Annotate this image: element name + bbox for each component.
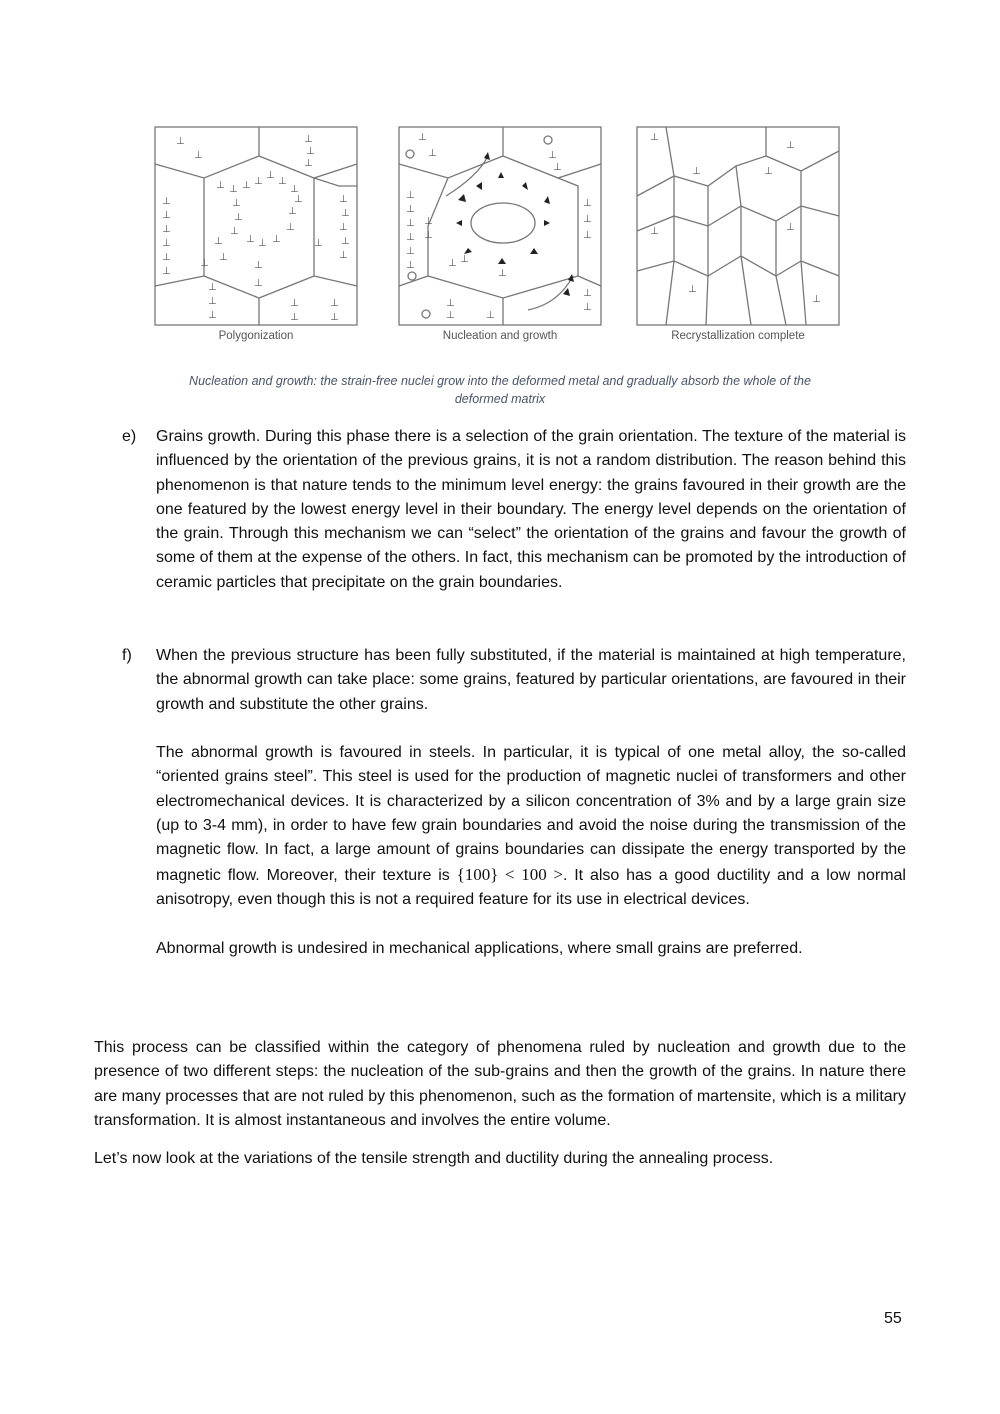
- svg-text:⊥: ⊥: [446, 310, 455, 321]
- svg-text:⊥: ⊥: [330, 298, 339, 309]
- svg-text:⊥: ⊥: [194, 150, 203, 161]
- svg-text:⊥: ⊥: [583, 214, 592, 225]
- svg-text:⊥: ⊥: [339, 194, 348, 205]
- svg-text:⊥: ⊥: [583, 230, 592, 241]
- svg-text:⊥: ⊥: [448, 258, 457, 269]
- svg-text:⊥: ⊥: [242, 180, 251, 191]
- recrystallization-figure: [150, 122, 850, 352]
- svg-text:⊥: ⊥: [306, 146, 315, 157]
- svg-text:⊥: ⊥: [266, 170, 275, 181]
- svg-text:⊥: ⊥: [162, 252, 171, 263]
- svg-text:⊥: ⊥: [339, 250, 348, 261]
- abnormal-growth-paragraph: When the previous structure has been fully substituted, if the material is maintained at high temperature, the abnormal growth can take place: some grains, featured by particular orientations, are favoured in their growth and substitute the other grains.: [156, 647, 906, 713]
- svg-text:⊥: ⊥: [786, 222, 795, 233]
- svg-text:⊥: ⊥: [304, 134, 313, 145]
- svg-text:⊥: ⊥: [290, 184, 299, 195]
- svg-text:⊥: ⊥: [254, 260, 263, 271]
- svg-text:⊥: ⊥: [650, 226, 659, 237]
- nucleation-label: Nucleation and growth: [442, 330, 558, 342]
- svg-text:⊥: ⊥: [229, 184, 238, 195]
- list-item-f-text: [156, 644, 906, 961]
- polygonization-label: Polygonization: [218, 330, 294, 342]
- svg-text:⊥: ⊥: [234, 212, 243, 223]
- svg-text:⊥: ⊥: [162, 224, 171, 235]
- svg-text:⊥: ⊥: [406, 232, 415, 243]
- svg-text:⊥: ⊥: [286, 222, 295, 233]
- svg-text:⊥: ⊥: [208, 296, 217, 307]
- list-item-e: [122, 425, 906, 595]
- svg-text:⊥: ⊥: [290, 312, 299, 323]
- svg-text:⊥: ⊥: [583, 302, 592, 313]
- tensile-strength-intro-paragraph: Let’s now look at the variations of the tensile strength and ductility during the annealing process.: [94, 1150, 774, 1167]
- abnormal-growth-undesired-paragraph: Abnormal growth is undesired in mechanical applications, where small grains are preferred.: [156, 939, 803, 957]
- nucleation-panel: [398, 126, 602, 326]
- svg-text:⊥: ⊥: [330, 312, 339, 323]
- svg-text:⊥: ⊥: [553, 162, 562, 173]
- list-item-e-text: [156, 425, 906, 595]
- svg-text:⊥: ⊥: [406, 218, 415, 229]
- svg-text:⊥: ⊥: [812, 294, 821, 305]
- svg-text:⊥: ⊥: [764, 166, 773, 177]
- svg-text:⊥: ⊥: [314, 238, 323, 249]
- svg-text:⊥: ⊥: [254, 278, 263, 289]
- steel-text-before: The abnormal growth is favoured in steels. In particular, it is typical of one metal alloy, the so-called “oriented grains steel”. This steel is used for the production of magnetic nuclei of transformers and other electromechanical devices. It is characterized by a silicon concentration of 3% and by a large grain size (up to 3-4 mm), in order to have few grain boundaries and avoid the noise during the transmission of the magnetic flow. In fact, a large amount of grains boundaries can dissipate the energy transported by the magnetic flow. Moreover, their texture is: [156, 744, 906, 884]
- figure-caption: [120, 372, 880, 408]
- svg-text:⊥: ⊥: [406, 260, 415, 271]
- svg-text:⊥: ⊥: [418, 132, 427, 143]
- svg-text:⊥: ⊥: [406, 204, 415, 215]
- svg-text:⊥: ⊥: [232, 198, 241, 209]
- svg-text:⊥: ⊥: [258, 238, 267, 249]
- svg-text:⊥: ⊥: [208, 310, 217, 321]
- svg-text:⊥: ⊥: [254, 176, 263, 187]
- polygonization-panel: [154, 126, 358, 326]
- svg-text:⊥: ⊥: [341, 236, 350, 247]
- svg-text:⊥: ⊥: [406, 246, 415, 257]
- svg-text:⊥: ⊥: [486, 310, 495, 321]
- figure-caption-line2: deformed matrix: [454, 392, 546, 406]
- svg-text:⊥: ⊥: [176, 136, 185, 147]
- svg-text:⊥: ⊥: [339, 222, 348, 233]
- svg-text:⊥: ⊥: [290, 298, 299, 309]
- svg-text:⊥: ⊥: [294, 194, 303, 205]
- svg-text:⊥: ⊥: [548, 150, 557, 161]
- svg-text:⊥: ⊥: [214, 236, 223, 247]
- svg-text:⊥: ⊥: [162, 238, 171, 249]
- texture-notation: {100} < 100 >: [456, 864, 563, 884]
- svg-text:⊥: ⊥: [219, 252, 228, 263]
- svg-text:⊥: ⊥: [162, 266, 171, 277]
- svg-text:⊥: ⊥: [304, 158, 313, 169]
- recrystallization-diagram: [636, 126, 840, 326]
- svg-text:⊥: ⊥: [583, 288, 592, 299]
- svg-text:⊥: ⊥: [446, 298, 455, 309]
- svg-text:⊥: ⊥: [216, 180, 225, 191]
- svg-text:⊥: ⊥: [246, 234, 255, 245]
- svg-text:⊥: ⊥: [428, 148, 437, 159]
- figure-caption-line1: Nucleation and growth: the strain-free nuclei grow into the deformed metal and gradually absorb the whole of the: [189, 374, 811, 388]
- polygonization-diagram: [154, 126, 358, 326]
- svg-text:⊥: ⊥: [692, 166, 701, 177]
- svg-text:⊥: ⊥: [341, 208, 350, 219]
- svg-text:⊥: ⊥: [786, 140, 795, 151]
- svg-text:⊥: ⊥: [498, 268, 507, 279]
- nucleation-classification-paragraph: This process can be classified within the category of phenomena ruled by nucleation and growth due to the presence of two different steps: the nucleation of the sub-grains and then the growth of the grains. In nature there are many processes that are not ruled by this phenomenon, such as the formation of martensite, which is a military transformation. It is almost instantaneous and involves the entire volume.: [94, 1039, 906, 1129]
- steel-text-after: . It also has a good ductility and a low normal anisotropy, even though this is not a required feature for its use in electrical devices.: [156, 866, 906, 908]
- nucleation-diagram: [398, 126, 602, 326]
- svg-text:⊥: ⊥: [162, 196, 171, 207]
- svg-text:⊥: ⊥: [278, 176, 287, 187]
- list-item-f: [122, 644, 906, 961]
- svg-text:⊥: ⊥: [424, 216, 433, 227]
- svg-text:⊥: ⊥: [424, 230, 433, 241]
- list-marker-f: f): [122, 647, 132, 664]
- svg-text:⊥: ⊥: [688, 284, 697, 295]
- svg-text:⊥: ⊥: [288, 206, 297, 217]
- recrystallization-panel: [636, 126, 840, 326]
- grains-growth-paragraph: Grains growth. During this phase there is a selection of the grain orientation. The texture of the material is influenced by the orientation of the previous grains, it is not a random distribution. The reason behind this phenomenon is that nature tends to the minimum level energy: the grains favoured in their growth are the one featured by the lowest energy level in their boundary. The energy level depends on the orientation of the grain. Through this mechanism we can “select” the orientation of the grains and favour the growth of some of them at the expense of the others. In fact, this mechanism can be promoted by the introduction of ceramic particles that precipitate on the grain boundaries.: [156, 428, 906, 591]
- svg-text:⊥: ⊥: [272, 234, 281, 245]
- svg-text:⊥: ⊥: [162, 210, 171, 221]
- list-marker-e: e): [122, 428, 137, 445]
- recrystallization-label: Recrystallization complete: [671, 330, 805, 342]
- oriented-grains-steel-paragraph: [156, 741, 906, 912]
- svg-text:⊥: ⊥: [460, 254, 469, 265]
- svg-text:⊥: ⊥: [583, 198, 592, 209]
- svg-text:⊥: ⊥: [208, 282, 217, 293]
- svg-text:⊥: ⊥: [200, 258, 209, 269]
- svg-text:⊥: ⊥: [650, 132, 659, 143]
- page-number: 55: [884, 1310, 902, 1327]
- svg-text:⊥: ⊥: [230, 226, 239, 237]
- svg-text:⊥: ⊥: [406, 190, 415, 201]
